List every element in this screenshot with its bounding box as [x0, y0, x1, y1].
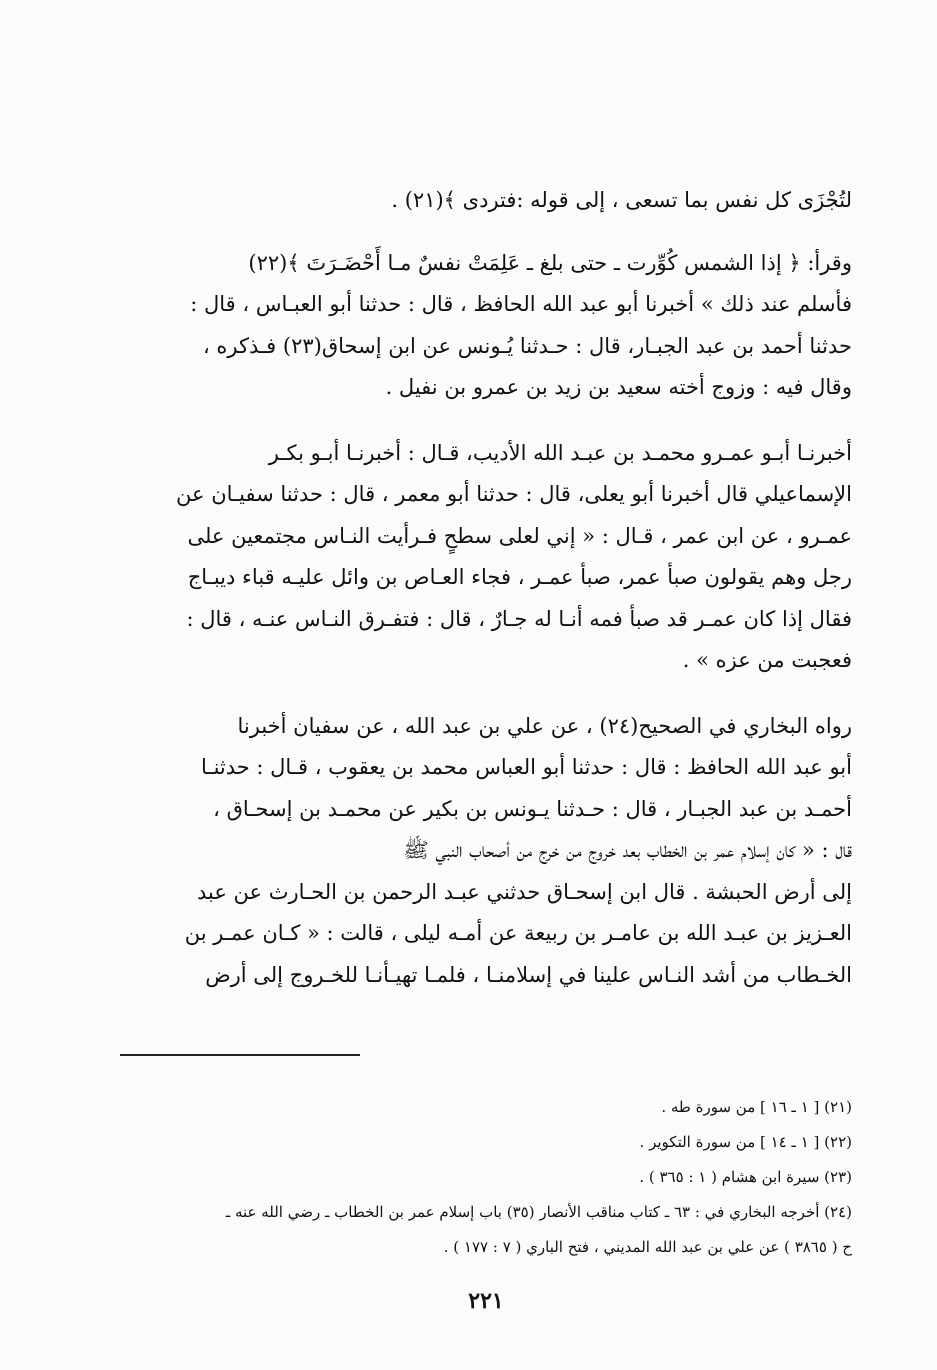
- footnote-24: (٢٤) أخرجه البخاري في : ٦٣ ـ كتاب مناقب الأنصار (٣٥) باب إسلام عمر بن الخطاب ـ رضي الله عنه ـ: [225, 1203, 852, 1221]
- text-line: فأسلم عند ذلك » أخبرنا أبو عبد الله الحافظ ، قال : حدثنا أبو العبـاس ، قال :: [190, 292, 852, 316]
- text-line: حدثنا أحمد بن عبد الجبـار، قال : حـدثنا يُـونس عن ابن إسحاق(٢٣) فـذكره ،: [202, 333, 852, 358]
- text-line: قال : « كان إسلام عمر بن الخطاب بعد خروج من خرج من أصحاب النبي ﷺ: [403, 838, 852, 862]
- text-line: أحمـد بن عبد الجبـار ، قال : حـدثنا يـونس بن بكير عن محمـد بن إسحـاق ،: [213, 796, 852, 821]
- text-line: الخـطاب من أشد النـاس علينا في إسلامنـا ، فلمـا تهيـأنـا للخـروج إلى أرض: [205, 962, 852, 987]
- text-line: أخبرنـا أبـو عمـرو محمـد بن عبـد الله الأديب، قـال : أخبرنـا أبـو بكـر: [268, 440, 852, 465]
- footnote-divider: [120, 1054, 360, 1056]
- text-line: العـزيز بن عبـد الله بن عامـر بن ربيعة عن أمـه ليلى ، قالت : « كـان عمـر بن: [184, 921, 852, 945]
- text-line: رواه البخاري في الصحيح(٢٤) ، عن علي بن عبد الله ، عن سفيان أخبرنا: [237, 713, 852, 738]
- text-line: فقال إذا كان عمـر قد صبأ فمه أنـا له جـارٌ ، قال : فتفـرق النـاس عنـه ، قال :: [186, 606, 852, 631]
- paragraph-3: [120, 433, 852, 682]
- footnote-21: (٢١) [ ١ ـ ١٦ ] من سورة طه .: [661, 1098, 852, 1116]
- text-line: وقرأ: ﴿ إذا الشمس كُوِّرت ـ حتى بلغ ـ عَلِمَتْ نفسٌ مـا أَحْضَـرَتَ ﴾(٢٢): [248, 250, 852, 275]
- text-line: وقال فيه : وزوج أخته سعيد بن زيد بن عمرو بن نفيل .: [385, 375, 852, 399]
- paragraph-4: [120, 706, 852, 997]
- text-line: فعجبت من عزه » .: [682, 648, 852, 672]
- text-line: عمـرو ، عن ابن عمر ، قـال : « إني لعلى سطحٍ فـرأيت النـاس مجتمعين على: [187, 523, 852, 548]
- text-line: إلى أرض الحبشة . قال ابن إسحـاق حدثني عبـد الرحمن بن الحـارث عن عبد: [196, 879, 852, 904]
- footnote-24-continuation: ح ( ٣٨٦٥ ) عن علي بن عبد الله المديني ، فتح الباري ( ٧ : ١٧٧ ) .: [443, 1238, 852, 1256]
- paragraph-2: [120, 243, 852, 409]
- text-line: لتُجْزَى كل نفس بما تسعى ، إلى قوله :فتردى ﴾(٢١) .: [391, 188, 852, 212]
- text-line: الإسماعيلي قال أخبرنا أبو يعلى، قال : حدثنا أبو معمر ، قال : حدثنا سفيـان عن: [176, 482, 852, 506]
- text-line: رجل وهم يقولون صبأ عمر، صبأ عمـر ، فجاء العـاص بن وائل عليـه قباء ديبـاج: [187, 565, 852, 589]
- paragraph-1: [120, 180, 852, 222]
- footnote-22: (٢٢) [ ١ ـ ١٤ ] من سورة التكوير .: [639, 1133, 852, 1151]
- text-line: أبو عبد الله الحافظ : قال : حدثنا أبو العباس محمد بن يعقوب ، قـال : حدثنـا: [201, 755, 852, 779]
- page-number: ٢٢١: [468, 1288, 504, 1314]
- footnote-23: (٢٣) سيرة ابن هشام ( ١ : ٣٦٥ ) .: [639, 1168, 852, 1186]
- footnotes: [120, 1090, 852, 1265]
- page-body: [120, 180, 852, 1350]
